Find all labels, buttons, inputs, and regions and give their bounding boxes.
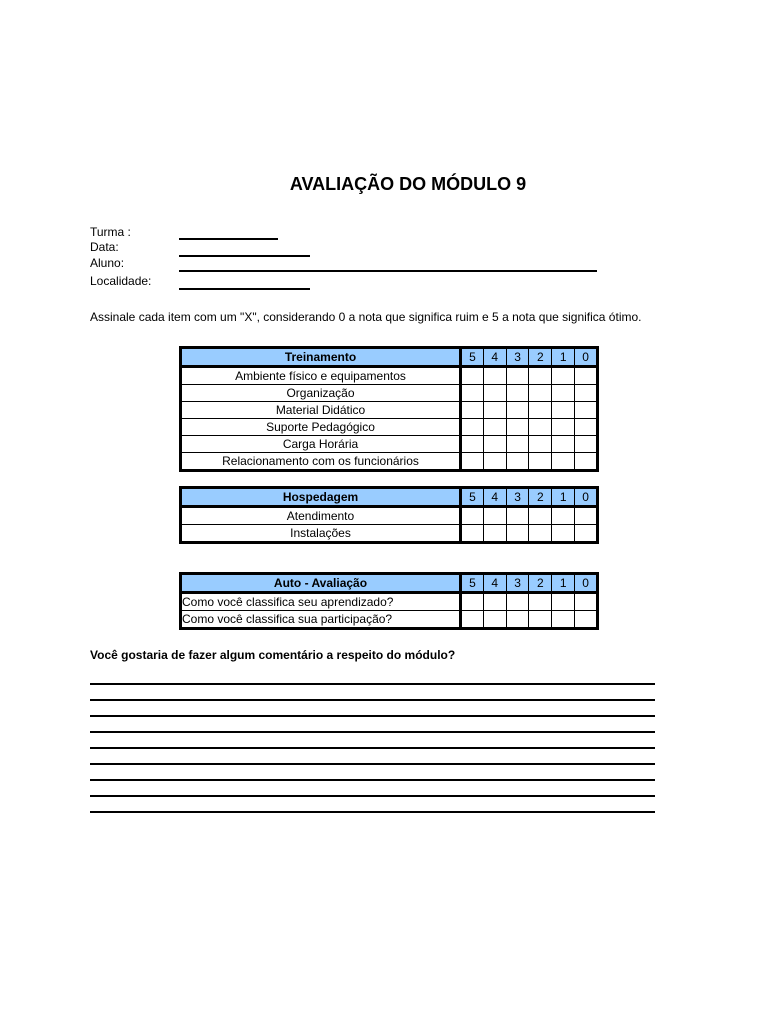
score-cell[interactable] — [461, 367, 484, 385]
item-label: Material Didático — [181, 402, 461, 419]
instructions: Assinale cada item com um "X", considerando 0 a nota que significa ruim e 5 a nota que significa ótimo. — [90, 310, 642, 324]
score-header: 3 — [506, 574, 529, 593]
score-cell[interactable] — [529, 436, 552, 453]
score-cell[interactable] — [483, 453, 506, 471]
turma-label: Turma : — [90, 225, 131, 239]
score-cell[interactable] — [575, 436, 598, 453]
table-header-row — [181, 488, 598, 507]
comment-line[interactable] — [90, 795, 655, 797]
page-title: AVALIAÇÃO DO MÓDULO 9 — [289, 174, 527, 194]
score-header: 1 — [552, 574, 575, 593]
score-cell[interactable] — [529, 367, 552, 385]
score-cell[interactable] — [483, 525, 506, 543]
score-cell[interactable] — [461, 507, 484, 525]
comment-line[interactable] — [90, 779, 655, 781]
score-cell[interactable] — [529, 507, 552, 525]
table-header-row — [181, 348, 598, 367]
item-label: Atendimento — [181, 507, 461, 525]
comment-line[interactable] — [90, 699, 655, 701]
score-cell[interactable] — [461, 453, 484, 471]
score-cell[interactable] — [575, 402, 598, 419]
score-cell[interactable] — [461, 611, 484, 629]
score-cell[interactable] — [506, 385, 529, 402]
score-header: 4 — [483, 574, 506, 593]
section-header-hospedagem: Hospedagem — [181, 488, 461, 507]
section-header-treinamento: Treinamento — [181, 348, 461, 367]
score-cell[interactable] — [483, 507, 506, 525]
score-header: 0 — [575, 488, 598, 507]
comment-line[interactable] — [90, 731, 655, 733]
score-cell[interactable] — [529, 593, 552, 611]
comment-line[interactable] — [90, 715, 655, 717]
score-cell[interactable] — [529, 419, 552, 436]
table-row — [181, 611, 598, 629]
score-header: 2 — [529, 574, 552, 593]
data-field[interactable] — [179, 255, 310, 257]
score-cell[interactable] — [575, 611, 598, 629]
score-cell[interactable] — [506, 525, 529, 543]
score-header: 1 — [552, 348, 575, 367]
score-cell[interactable] — [506, 453, 529, 471]
auto-avaliacao-table — [179, 572, 599, 630]
localidade-field[interactable] — [179, 288, 310, 290]
aluno-label: Aluno: — [90, 256, 125, 270]
score-cell[interactable] — [461, 436, 484, 453]
item-label: Como você classifica sua participação? — [181, 611, 461, 629]
score-header: 3 — [506, 348, 529, 367]
score-cell[interactable] — [506, 419, 529, 436]
table-row — [181, 436, 598, 453]
score-cell[interactable] — [552, 367, 575, 385]
score-cell[interactable] — [552, 419, 575, 436]
score-cell[interactable] — [575, 385, 598, 402]
score-header: 5 — [461, 574, 484, 593]
comment-line[interactable] — [90, 811, 655, 813]
score-cell[interactable] — [529, 385, 552, 402]
score-cell[interactable] — [506, 436, 529, 453]
item-label: Carga Horária — [181, 436, 461, 453]
score-header: 3 — [506, 488, 529, 507]
score-cell[interactable] — [506, 593, 529, 611]
score-cell[interactable] — [529, 611, 552, 629]
score-cell[interactable] — [529, 525, 552, 543]
aluno-field[interactable] — [179, 270, 597, 272]
score-cell[interactable] — [483, 593, 506, 611]
score-header: 4 — [483, 488, 506, 507]
score-cell[interactable] — [506, 402, 529, 419]
score-header: 0 — [575, 574, 598, 593]
score-header: 2 — [529, 348, 552, 367]
score-header: 5 — [461, 488, 484, 507]
score-cell[interactable] — [506, 367, 529, 385]
score-cell[interactable] — [575, 453, 598, 471]
score-cell[interactable] — [506, 611, 529, 629]
table-row — [181, 507, 598, 525]
score-cell[interactable] — [483, 367, 506, 385]
score-cell[interactable] — [529, 402, 552, 419]
score-header: 5 — [461, 348, 484, 367]
score-cell[interactable] — [552, 453, 575, 471]
score-cell[interactable] — [483, 436, 506, 453]
score-header: 1 — [552, 488, 575, 507]
score-cell[interactable] — [483, 402, 506, 419]
score-header: 0 — [575, 348, 598, 367]
comment-line[interactable] — [90, 747, 655, 749]
score-cell[interactable] — [461, 419, 484, 436]
comment-line[interactable] — [90, 763, 655, 765]
comment-question: Você gostaria de fazer algum comentário a respeito do módulo? — [90, 648, 456, 662]
table-header-row — [181, 574, 598, 593]
table-row — [181, 402, 598, 419]
score-cell[interactable] — [552, 436, 575, 453]
score-cell[interactable] — [483, 611, 506, 629]
score-cell[interactable] — [575, 593, 598, 611]
score-cell[interactable] — [483, 419, 506, 436]
score-cell[interactable] — [461, 402, 484, 419]
score-cell[interactable] — [483, 385, 506, 402]
score-cell[interactable] — [506, 507, 529, 525]
score-cell[interactable] — [575, 507, 598, 525]
item-label: Organização — [181, 385, 461, 402]
score-cell[interactable] — [575, 419, 598, 436]
score-cell[interactable] — [575, 367, 598, 385]
localidade-label: Localidade: — [90, 274, 152, 288]
table-row — [181, 593, 598, 611]
score-header: 2 — [529, 488, 552, 507]
score-cell[interactable] — [552, 402, 575, 419]
item-label: Suporte Pedagógico — [181, 419, 461, 436]
score-cell[interactable] — [552, 507, 575, 525]
item-label: Ambiente físico e equipamentos — [181, 367, 461, 385]
table-row — [181, 419, 598, 436]
item-label: Relacionamento com os funcionários — [181, 453, 461, 471]
item-label: Instalações — [181, 525, 461, 543]
score-cell[interactable] — [461, 385, 484, 402]
item-label: Como você classifica seu aprendizado? — [181, 593, 461, 611]
data-label: Data: — [90, 240, 119, 254]
score-cell[interactable] — [552, 525, 575, 543]
score-cell[interactable] — [552, 611, 575, 629]
score-cell[interactable] — [552, 385, 575, 402]
table-row — [181, 385, 598, 402]
hospedagem-table — [179, 486, 599, 544]
table-row — [181, 453, 598, 471]
table-row — [181, 367, 598, 385]
score-cell[interactable] — [461, 593, 484, 611]
score-header: 4 — [483, 348, 506, 367]
score-cell[interactable] — [461, 525, 484, 543]
score-cell[interactable] — [529, 453, 552, 471]
comment-line[interactable] — [90, 683, 655, 685]
treinamento-table — [179, 346, 599, 472]
score-cell[interactable] — [552, 593, 575, 611]
turma-field[interactable] — [179, 238, 278, 240]
table-row — [181, 525, 598, 543]
section-header-auto-avaliacao: Auto - Avaliação — [181, 574, 461, 593]
score-cell[interactable] — [575, 525, 598, 543]
